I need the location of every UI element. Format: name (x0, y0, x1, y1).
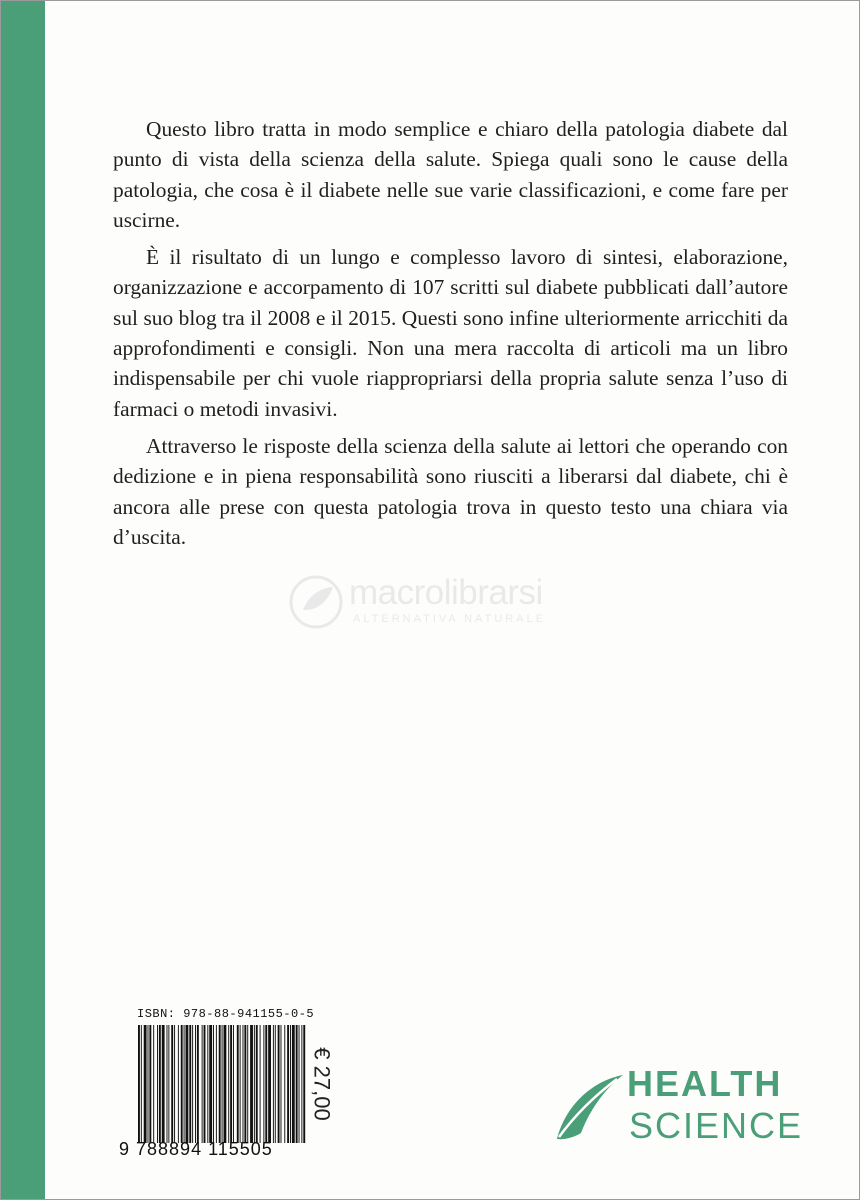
blurb-paragraph: È il risultato di un lungo e complesso lavoro di sintesi, elaborazione, organizzazione e accorpamento di 107 scritti sul diabete pubblicati dall’autore sul suo blog tra il 2008 e il 2015. Questi sono infine ulteriormente arricchiti da approfondimenti e consigli. Non una mera raccolta di articoli ma un libro indispensabile per chi vuole riappropriarsi della propria salute senza l’uso di farmaci o metodi invasivi. (113, 245, 788, 421)
barcode-bar (167, 1025, 168, 1143)
barcode-bar (148, 1025, 149, 1143)
barcode-bar (228, 1025, 229, 1143)
barcode-bar (197, 1025, 199, 1143)
barcode-bar (275, 1025, 276, 1143)
watermark-logo-icon (287, 573, 345, 631)
barcode-bar (233, 1025, 234, 1143)
barcode-bar (303, 1025, 305, 1143)
barcode-bar (260, 1025, 261, 1143)
barcode-bar (168, 1025, 169, 1143)
barcode-image (137, 1025, 309, 1143)
barcode-bar (184, 1025, 185, 1143)
barcode-bar (181, 1025, 183, 1143)
barcode-bar (230, 1025, 232, 1143)
barcode-bar (268, 1025, 271, 1143)
barcode-bar (292, 1025, 295, 1143)
green-spine-band (1, 1, 45, 1199)
barcode-bar (219, 1025, 221, 1143)
blurb-paragraph: Questo libro tratta in modo semplice e chiaro della patologia diabete dal punto di vista della scienza della salute. Spiega quali sono le cause della patologia, che cosa è il diabete nelle sue varie classificazioni, e come fare per uscirne. (113, 117, 788, 232)
publisher-name-line2: SCIENCE (629, 1105, 804, 1146)
barcode-bar (244, 1025, 246, 1143)
barcode-bar (254, 1025, 255, 1143)
blurb-text (113, 114, 788, 559)
barcode-bar (174, 1025, 175, 1143)
barcode-bar (144, 1025, 147, 1143)
blurb-paragraph: Attraverso le risposte della scienza della salute ai lettori che operando con dedizione e in piena responsabilità sono riusciti a liberarsi dal diabete, chi è ancora alle prese con questa patologia trova in questo testo una chiara via d’uscita. (113, 433, 788, 549)
barcode-bar (162, 1025, 165, 1143)
barcode-bar (265, 1025, 267, 1143)
barcode-bar (138, 1025, 140, 1143)
barcode-bar (189, 1025, 191, 1143)
watermark-tagline: ALTERNATIVA NATURALE (353, 613, 547, 625)
barcode-bar (273, 1025, 274, 1143)
barcode-bar (207, 1025, 208, 1143)
barcode-bar (299, 1025, 300, 1143)
barcode-bar (296, 1025, 298, 1143)
barcode-bar (284, 1025, 285, 1143)
barcode-bar (213, 1025, 214, 1143)
watermark-brand: macrolibrarsi (349, 573, 543, 612)
barcode-bar (141, 1025, 142, 1143)
barcode-digits: 9 788894 115505 (119, 1139, 273, 1159)
barcode-bar (195, 1025, 196, 1143)
barcode-bar (153, 1025, 154, 1143)
barcode-bar (237, 1025, 239, 1143)
barcode-bar (149, 1025, 151, 1143)
barcode-bar (222, 1025, 223, 1143)
barcode-bar (192, 1025, 193, 1143)
barcode-bar (224, 1025, 227, 1143)
barcode-bar (256, 1025, 258, 1143)
barcode-bar (186, 1025, 189, 1143)
barcode-bar (278, 1025, 280, 1143)
barcode-bar (243, 1025, 244, 1143)
barcode-bar (171, 1025, 173, 1143)
publisher-logo (551, 1063, 811, 1153)
barcode-bar (240, 1025, 241, 1143)
barcode-bar (287, 1025, 289, 1143)
watermark (287, 573, 597, 633)
barcode-bar (250, 1025, 253, 1143)
price-label: € 27,00 (309, 1047, 335, 1121)
barcode-bar (178, 1025, 179, 1143)
barcode-bar (301, 1025, 302, 1143)
barcode-bar (204, 1025, 206, 1143)
leaf-icon (551, 1067, 627, 1145)
barcode-bar (290, 1025, 291, 1143)
barcode-bar (247, 1025, 248, 1143)
barcode-bar (157, 1025, 158, 1143)
isbn-label: ISBN: 978-88-941155-0-5 (137, 1007, 315, 1021)
barcode-bar (159, 1025, 161, 1143)
barcode-bar (209, 1025, 212, 1143)
barcode-bar (281, 1025, 282, 1143)
barcode-bar (202, 1025, 203, 1143)
publisher-name-line1: HEALTH (627, 1063, 783, 1104)
barcode-bar (263, 1025, 264, 1143)
barcode-bar (216, 1025, 217, 1143)
